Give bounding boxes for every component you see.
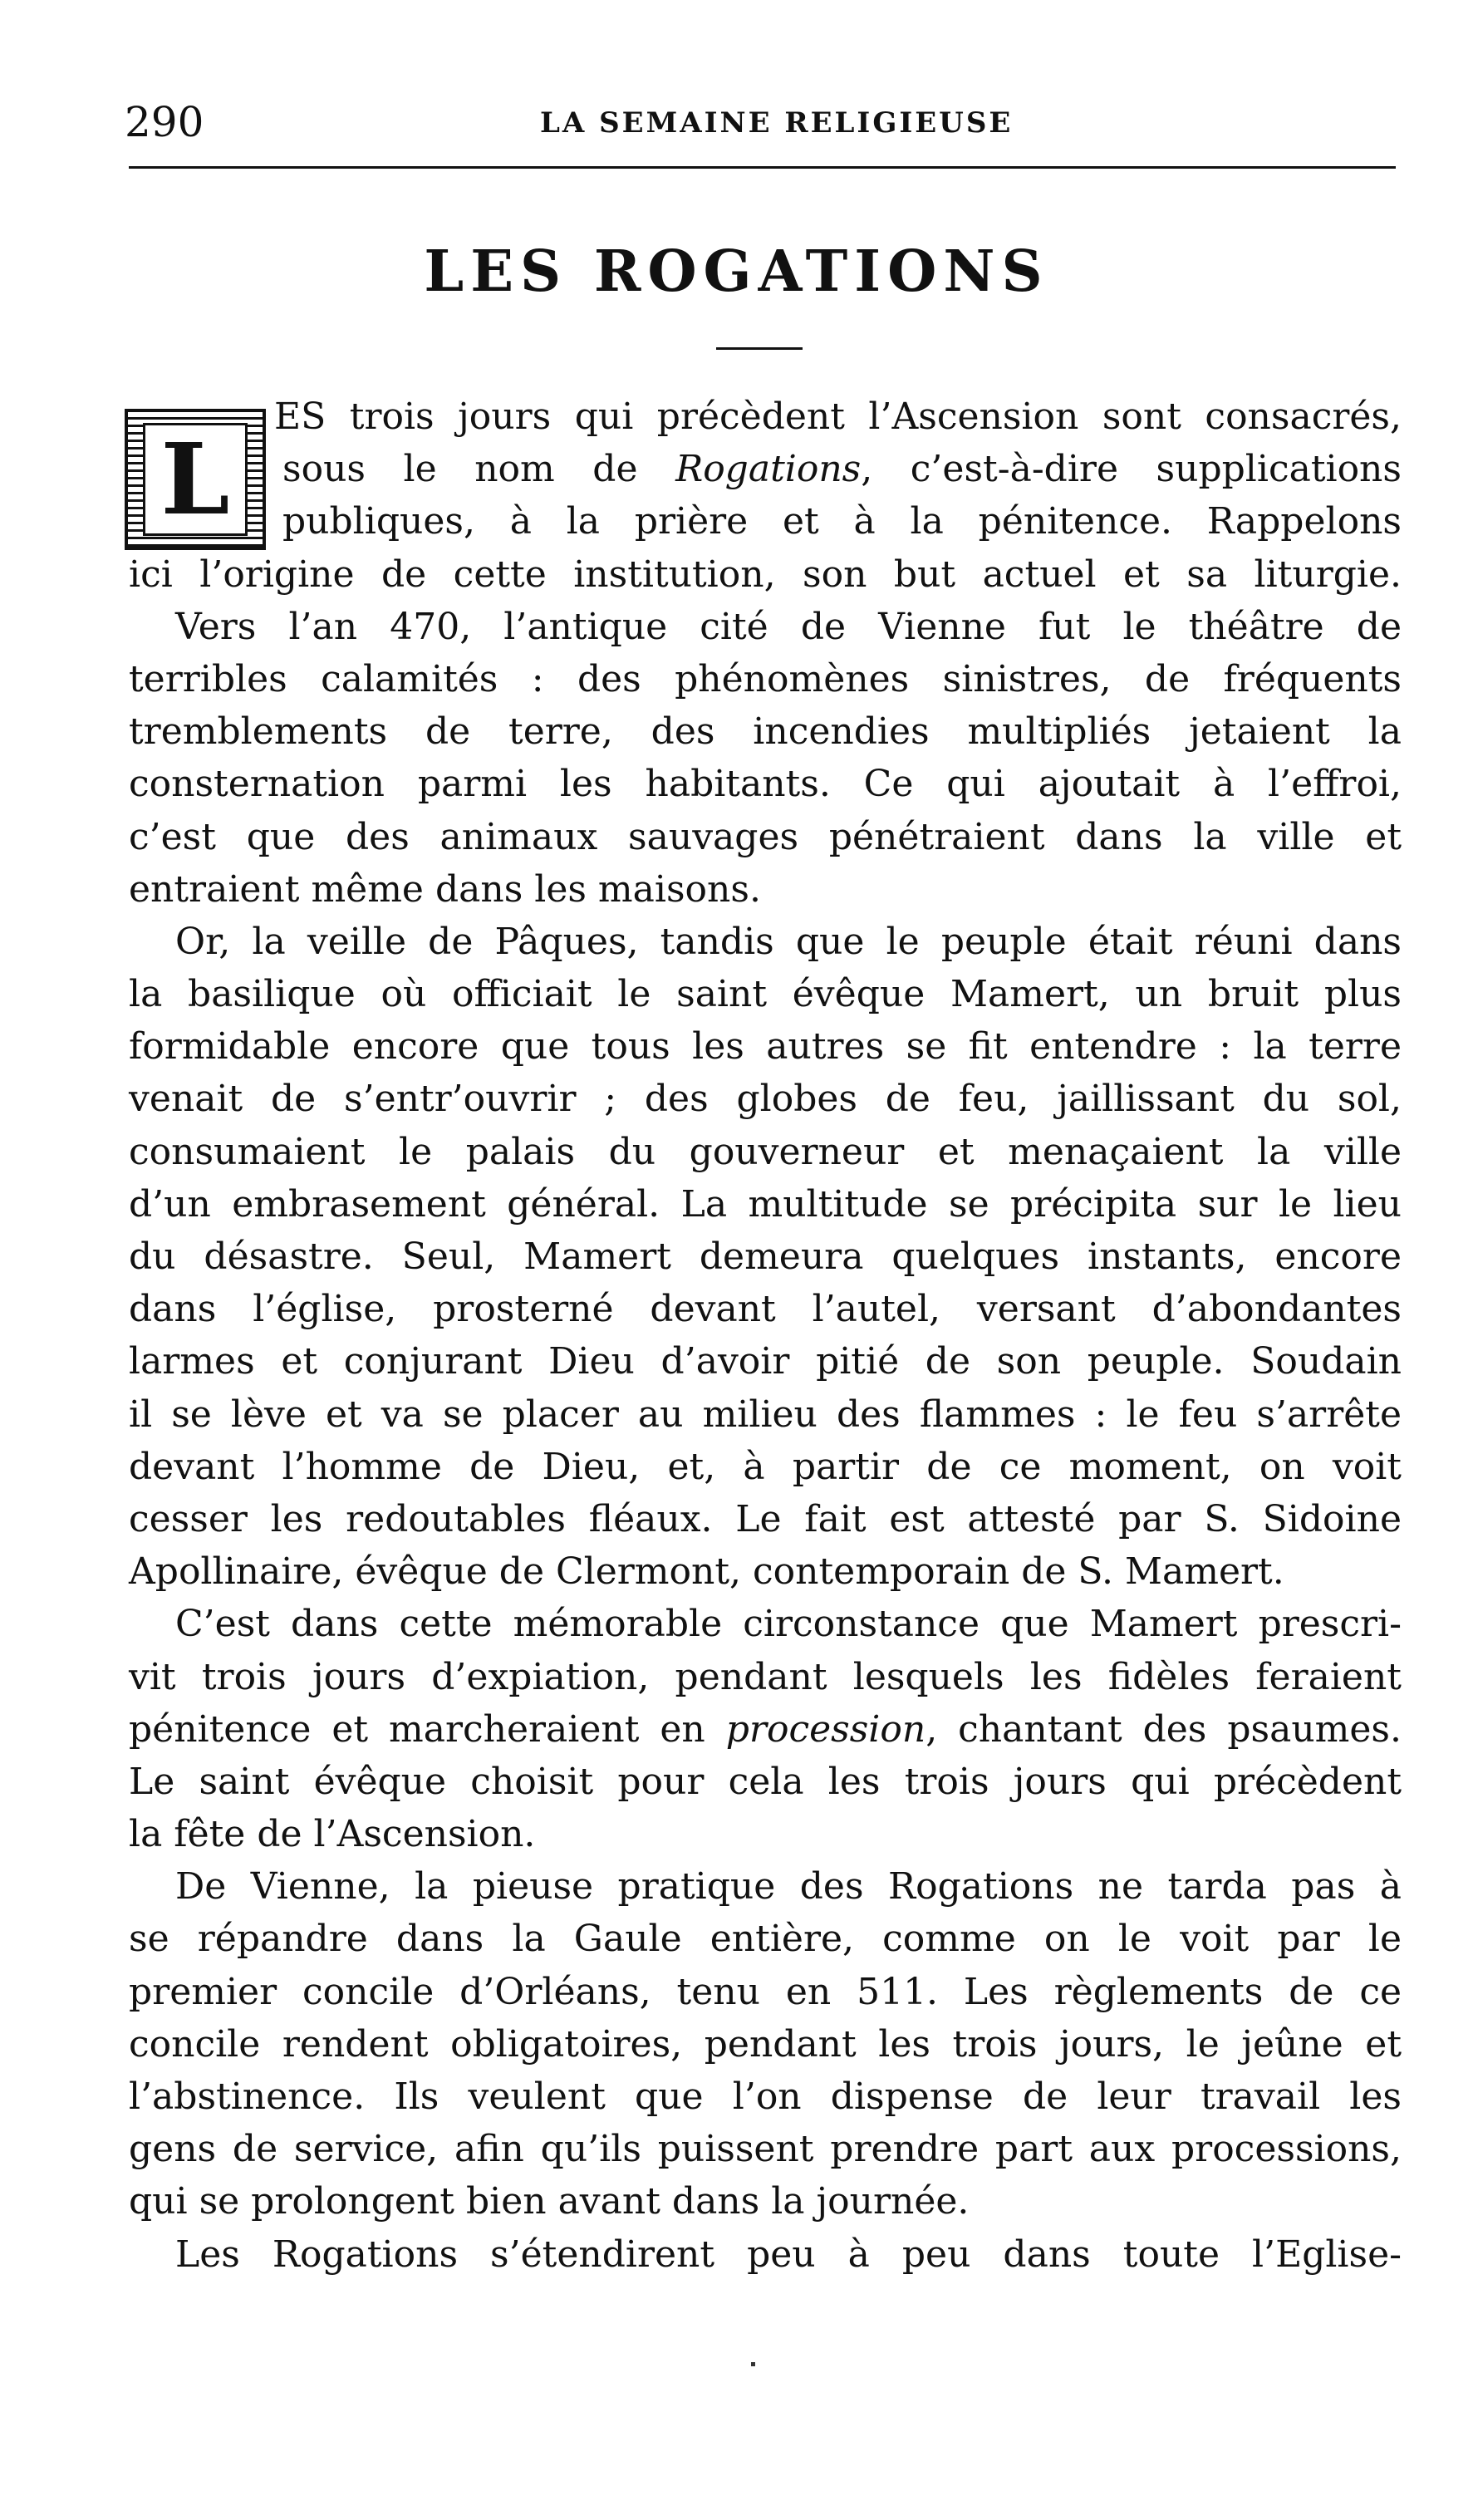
text-line: qui se prolongent bien avant dans la journée. <box>129 2180 970 2223</box>
italic-term: Rogations <box>675 448 862 491</box>
text-line: terribles calamités : des phénomènes sinistres, de fréquents <box>129 657 1402 700</box>
text-line: cesser les redoutables fléaux. Le fait est attesté par S. Sidoine <box>129 1497 1402 1540</box>
text-fragment: pénitence et marcheraient en <box>129 1707 726 1751</box>
text-line: tremblements de terre, des incendies multipliés jetaient la <box>129 710 1402 754</box>
text-line: vit trois jours d’expiation, pendant lesquels les fidèles feraient <box>129 1655 1402 1698</box>
text-line: premier concile d’Orléans, tenu en 511. Les règlements de ce <box>129 1970 1402 2013</box>
page-number: 290 <box>125 98 204 146</box>
text-line: consternation parmi les habitants. Ce qui ajoutait à l’effroi, <box>129 763 1402 806</box>
text-line <box>129 1703 1402 1756</box>
text-line: consumaient le palais du gouverneur et menaçaient la ville <box>129 1130 1402 1173</box>
text-line: Les Rogations s’étendirent peu à peu dans toute l’Eglise- <box>175 2233 1402 2276</box>
title-rule <box>716 347 803 350</box>
text-line: c’est que des animaux sauvages pénétraient dans la ville et <box>129 815 1402 858</box>
drop-cap-letter: L <box>143 423 248 536</box>
text-line: venait de s’entr’ouvrir ; des globes de feu, jaillissant du sol, <box>129 1078 1402 1121</box>
text-line: Or, la veille de Pâques, tandis que le peuple était réuni dans <box>175 920 1402 963</box>
article-title: LES ROGATIONS <box>424 238 1049 305</box>
text-line <box>129 443 1402 495</box>
text-line: Le saint évêque choisit pour cela les trois jours qui précèdent <box>129 1760 1402 1803</box>
article-body <box>129 391 1402 2281</box>
text-line: l’abstinence. Ils veulent que l’on dispense de leur travail les <box>129 2075 1402 2118</box>
text-line: Apollinaire, évêque de Clermont, contemporain de S. Mamert. <box>129 1550 1284 1594</box>
text-fragment: sous le nom de <box>282 448 676 491</box>
text-line: gens de service, afin qu’ils puissent prendre part aux processions, <box>129 2128 1402 2171</box>
text-fragment: , chantant des psaumes. <box>926 1707 1402 1751</box>
text-line: entraient même dans les maisons. <box>129 867 761 911</box>
page-dot <box>751 2362 755 2366</box>
text-line: Vers l’an 470, l’antique cité de Vienne fut le théâtre de <box>175 605 1402 648</box>
text-line: la basilique où officiait le saint évêque Mamert, un bruit plus <box>129 973 1402 1016</box>
text-line: larmes et conjurant Dieu d’avoir pitié de son peuple. Soudain <box>129 1340 1402 1383</box>
text-line: formidable encore que tous les autres se fit entendre : la terre <box>129 1025 1402 1068</box>
text-line: concile rendent obligatoires, pendant les trois jours, le jeûne et <box>129 2022 1402 2066</box>
text-line: la fête de l’Ascension. <box>129 1813 536 1856</box>
text-line: ici l’origine de cette institution, son but actuel et sa liturgie. <box>129 553 1402 596</box>
text-line: se répandre dans la Gaule entière, comme on le voit par le <box>129 1918 1402 1961</box>
text-line: dans l’église, prosterné devant l’autel, versant d’abondantes <box>129 1288 1402 1331</box>
text-line: ES trois jours qui précèdent l’Ascension sont consacrés, <box>274 395 1402 438</box>
text-line: publiques, à la prière et à la pénitence. Rappelons <box>282 500 1402 543</box>
text-line: De Vienne, la pieuse pratique des Rogations ne tarda pas à <box>175 1865 1402 1908</box>
header-rule <box>129 166 1396 169</box>
text-line: C’est dans cette mémorable circonstance que Mamert prescri- <box>175 1603 1402 1646</box>
text-line: il se lève et va se placer au milieu des flammes : le feu s’arrête <box>129 1393 1402 1436</box>
running-header <box>125 93 1396 151</box>
text-line: d’un embrasement général. La multitude se précipita sur le lieu <box>129 1182 1402 1226</box>
running-title: LA SEMAINE RELIGIEUSE <box>540 106 1014 140</box>
italic-term: procession <box>725 1707 926 1751</box>
text-line: devant l’homme de Dieu, et, à partir de ce moment, on voit <box>129 1445 1402 1488</box>
text-line: du désastre. Seul, Mamert demeura quelques instants, encore <box>129 1235 1402 1278</box>
text-fragment: , c’est-à-dire supplications <box>861 448 1402 491</box>
